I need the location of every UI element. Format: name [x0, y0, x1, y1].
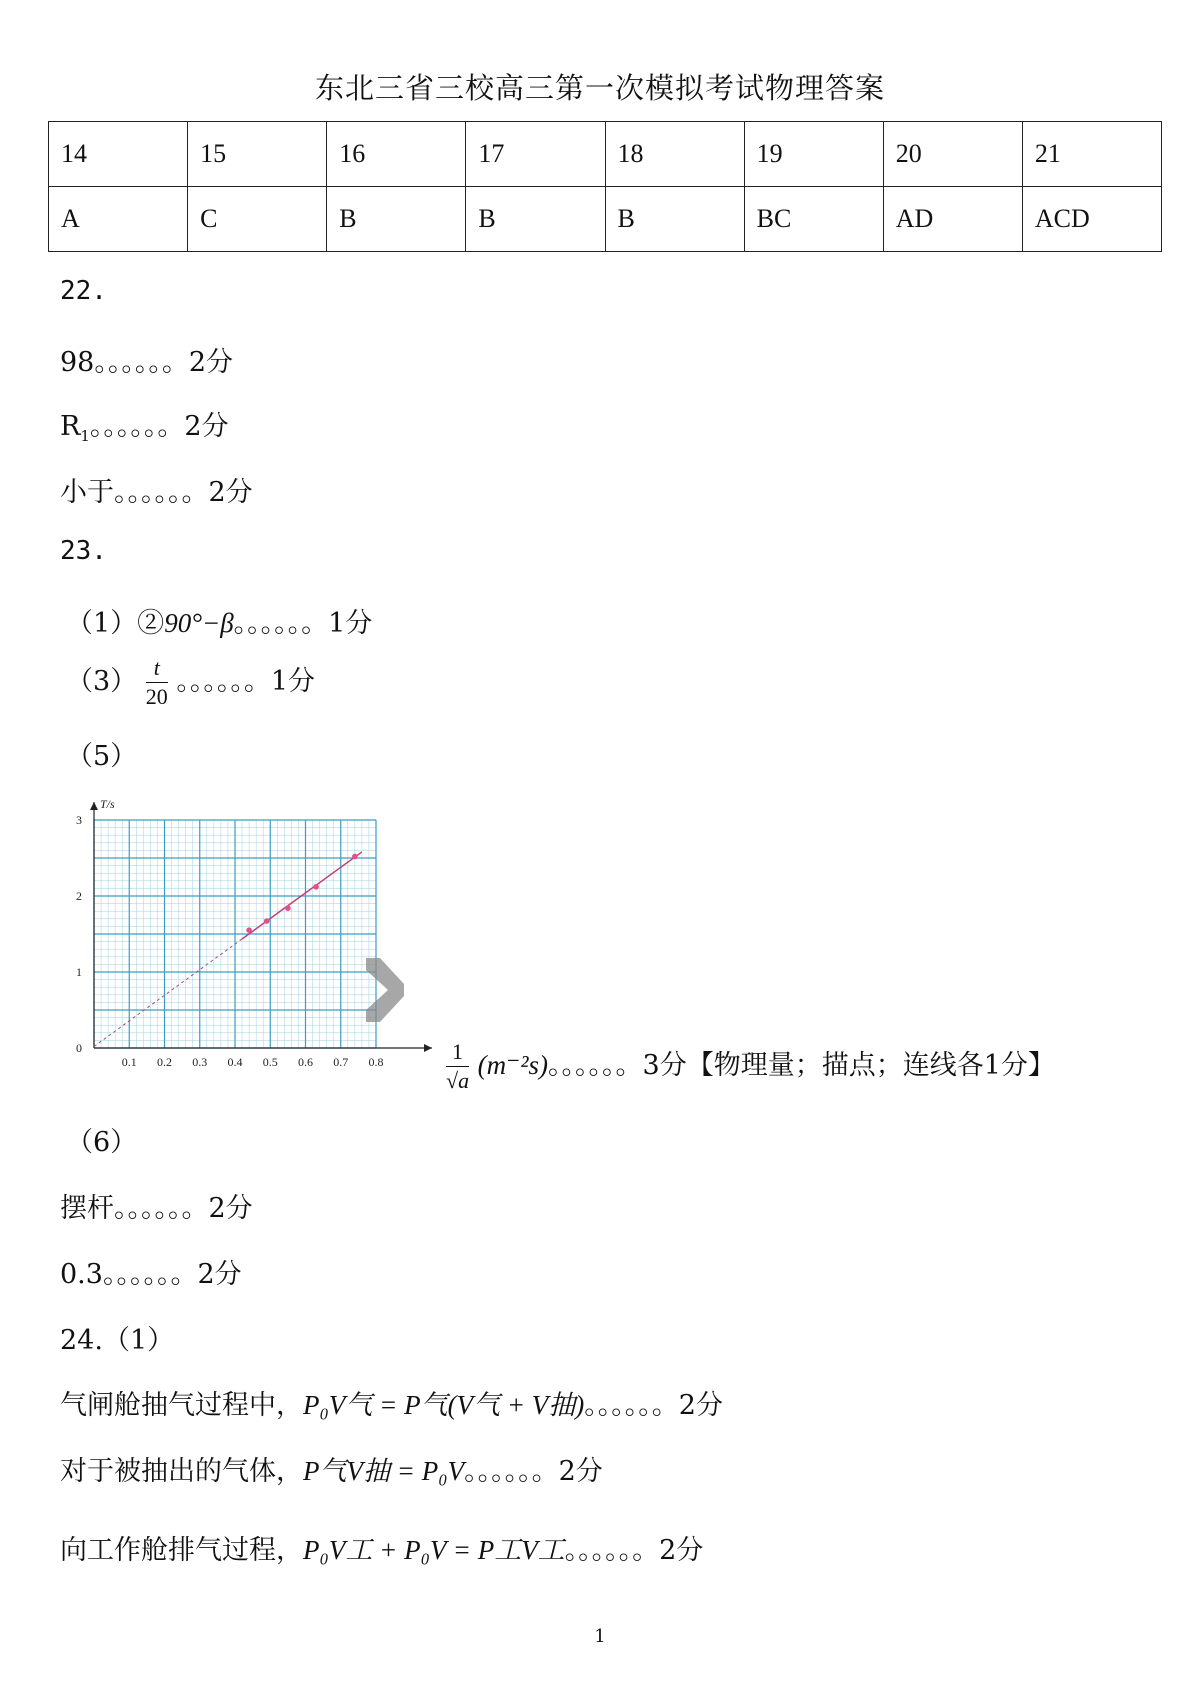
y-tick-label: 2 [76, 889, 82, 903]
q24-line-1 [60, 1383, 723, 1422]
x-tick-label: 0.1 [121, 1055, 137, 1069]
question-number: 21 [1022, 122, 1161, 187]
q24-line-2-text: 对于被抽出的气体， [60, 1456, 303, 1487]
question-number: 18 [605, 122, 744, 187]
q24-line-3-text: 向工作舱排气过程， [60, 1535, 303, 1566]
x-tick-label: 0.5 [262, 1055, 278, 1069]
data-point [246, 927, 252, 933]
answer-cell: ACD [1022, 187, 1161, 252]
y-tick-label: 1 [76, 965, 82, 979]
q24-line-1-score: 。。。。。。2分 [584, 1390, 723, 1421]
q23-part3-prefix: （3） [66, 666, 138, 697]
q23-part1 [66, 601, 372, 640]
q23-part5-score: 。。。。。。3分【物理量；描点；连线各1分】 [548, 1050, 1055, 1081]
r-symbol: R [60, 411, 81, 442]
q23-part3-fraction [146, 654, 168, 711]
x-tick-label: 0.4 [227, 1055, 243, 1069]
q24-line-1-formula: P₀V气 = P气(V气 + V抽) [303, 1390, 585, 1420]
period-vs-inverse-sqrt-a-chart [58, 792, 448, 1082]
gray-bracket-mark [360, 950, 410, 1030]
x-tick-label: 0.8 [368, 1055, 384, 1069]
x-tick-label: 0.3 [192, 1055, 208, 1069]
y-tick-label: 0 [76, 1041, 82, 1055]
answer-cell: A [49, 187, 188, 252]
q23-part1-prefix: （1）② [66, 608, 165, 639]
q22-answer-1: 98。。。。。。2分 [60, 347, 234, 378]
x-tick-label: 0.2 [157, 1055, 172, 1069]
fraction-denominator: √a [446, 1068, 470, 1093]
q24-line-3-score: 。。。。。。2分 [564, 1535, 704, 1566]
q24-line-3-formula: P₀V工 + P₀V = P工V工 [303, 1535, 565, 1565]
answer-row [49, 187, 1162, 252]
q24-line-3 [60, 1528, 703, 1567]
inverse-sqrt-a-fraction [446, 1038, 469, 1095]
q23-part6-answer-2: 0.3。。。。。。2分 [60, 1259, 242, 1290]
fit-line-extrapolated [94, 939, 242, 1047]
fraction-numerator: 1 [446, 1038, 469, 1067]
fraction-denominator: 20 [145, 684, 168, 709]
page-title: 东北三省三校高三第一次模拟考试物理答案 [314, 71, 885, 105]
r-subscript: 1 [80, 427, 90, 445]
question-number: 17 [466, 122, 605, 187]
answer-cell: B [466, 187, 605, 252]
question-number: 20 [883, 122, 1022, 187]
page-number: 1 [594, 1626, 606, 1647]
q23-part5-label: （5） [66, 741, 138, 772]
q22-answer-2-rest: 。。。。。。2分 [89, 411, 229, 442]
q23-label: 23. [60, 536, 107, 566]
answer-cell: BC [744, 187, 883, 252]
x-tick-label: 0.6 [298, 1055, 313, 1069]
question-row [49, 122, 1162, 187]
answer-cell: C [188, 187, 327, 252]
question-number: 19 [744, 122, 883, 187]
answer-cell: AD [883, 187, 1022, 252]
q23-part6-answer-1: 摆杆。。。。。。2分 [60, 1193, 253, 1224]
q22-answer-3: 小于。。。。。。2分 [60, 477, 253, 508]
q23-part1-score: 。。。。。。1分 [233, 608, 373, 639]
question-number: 15 [188, 122, 327, 187]
data-point [352, 854, 358, 860]
y-tick-label: 3 [76, 813, 82, 827]
answer-cell: B [327, 187, 466, 252]
unit-label: (m⁻²s) [477, 1050, 549, 1080]
answer-table [48, 121, 1162, 252]
q24-line-1-text: 气闸舱抽气过程中， [60, 1390, 303, 1421]
x-axis-arrow [424, 1044, 432, 1052]
question-number: 16 [327, 122, 466, 187]
y-axis-arrow [90, 802, 98, 810]
x-tick-label: 0.7 [333, 1055, 349, 1069]
y-axis-label: T/s [100, 797, 115, 811]
q23-part3 [66, 654, 315, 711]
q23-part1-formula: 90°−β [164, 608, 234, 638]
answer-cell: B [605, 187, 744, 252]
q23-part6-label: （6） [66, 1127, 138, 1158]
question-number: 14 [49, 122, 188, 187]
data-point [264, 918, 270, 924]
fraction-numerator: t [146, 654, 168, 683]
q24-line-2-score: 。。。。。。2分 [464, 1456, 603, 1487]
q23-part3-score: 。。。。。。1分 [176, 666, 316, 697]
q24-label: 24.（1） [60, 1325, 175, 1356]
data-point [285, 905, 291, 911]
data-point [313, 884, 319, 890]
q24-line-2-formula: P气V抽 = P₀V [303, 1456, 465, 1486]
q22-label: 22. [60, 276, 107, 306]
q23-part5-answer [446, 1038, 1055, 1095]
q22-answer-2 [60, 404, 229, 445]
q24-line-2 [60, 1449, 603, 1488]
